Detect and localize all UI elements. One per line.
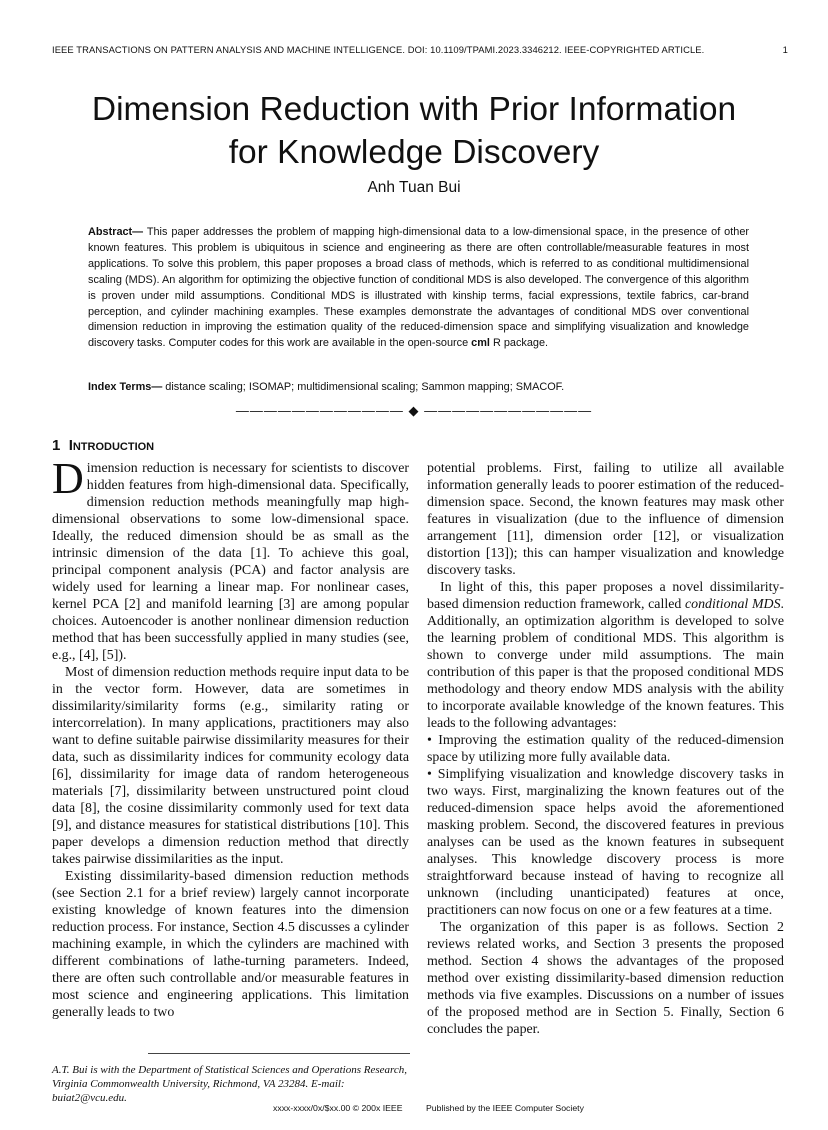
footer-publisher: Published by the IEEE Computer Society — [426, 1103, 584, 1113]
abstract — [88, 225, 749, 352]
section-number: 1 — [52, 437, 61, 454]
left-column — [52, 454, 409, 1021]
paper-title — [0, 88, 828, 174]
running-head-text: IEEE TRANSACTIONS ON PATTERN ANALYSIS AND MACHINE INTELLIGENCE. DOI: 10.1109/TPAMI.2023.3346212. IEEE-COPYRIGHTED ARTICLE. — [52, 44, 705, 55]
intro-paragraph-1-text: imension reduction is necessary for scientists to discover hidden features from high-dimensional data. Specifically, dimension reduction methods meaningfully map high-dimensional observations to some low-dimensional space. Ideally, the reduced dimension should be as small as the intrinsic dimension of the data [1]. To achieve this goal, principal component analysis (PCA) and factor analysis are widely used for learning a linear map. For nonlinear cases, kernel PCA [2] and manifold learning [3] are among popular choices. Autoencoder is another nonlinear dimension reduction method that has been successfully applied in many studies (see, e.g., [4], [5]). — [52, 461, 409, 663]
section-title: Introduction — [68, 437, 155, 454]
drop-cap: D — [52, 454, 84, 503]
author-footnote: A.T. Bui is with the Department of Statistical Sciences and Operations Research, Virginia Commonwealth University, Richmond, VA 23284. E-mail: buiat2@vcu.edu. — [52, 1064, 408, 1104]
abstract-label: Abstract— — [88, 226, 144, 238]
intro-paragraph-3: Existing dissimilarity-based dimension reduction methods (see Section 2.1 for a brief review) largely cannot incorporate existing knowledge of known features into the dimension reduction process. For instance, Section 4.5 discusses a cylinder machining example, in which the cylinders are machined with different combinations of lathe-turning parameters. Indeed, there are often such controllable and/or measurable features in most science and engineering applications. This limitation generally leads to two — [52, 869, 409, 1020]
intro-paragraph-2: Most of dimension reduction methods require input data to be in the vector form. However, data are sometimes in dissimilarity/similarity forms (e.g., similarity rating or intercorrelation). In many applications, practitioners may also want to define suitable pairwise dissimilarity measures for their data, such as dissimilarity indices for community ecology data [6], dissimilarity for image data of random heterogeneous materials [7], dissimilarity between unstructured point cloud data [8], the cosine dissimilarity commonly used for text data [9], and distance measures for statistical distributions [10]. This paper develops a dimension reduction method that directly takes pairwise dissimilarities as the input. — [52, 665, 409, 867]
intro-paragraph-5-text: In light of this, this paper proposes a novel dissimilarity-based dimension reduction framework, called — [427, 580, 784, 612]
intro-paragraph-5-text-end: . Additionally, an optimization algorithm is developed to solve the learning problem of conditional MDS. This algorithm is shown to converge under mild assumptions. The main contribution of this paper is that the proposed conditional MDS methodology and theory endow MDS analysis with the ability to incorporate available knowledge of the known features. This leads to the following advantages: — [427, 597, 785, 731]
index-terms — [88, 380, 749, 396]
index-terms-text: distance scaling; ISOMAP; multidimensional scaling; Sammon mapping; SMACOF. — [162, 381, 565, 393]
advantage-bullet-2: • Simplifying visualization and knowledge discovery tasks in two ways. First, marginalizing the known features out of the reduced-dimension space helps avoid the aforementioned masking problem. Second, the discovered features in previous analyses can be used as the known features in subsequent analyses. This knowledge discovery process is more straightforward because instead of having to recognize all unknown (including unanticipated) features at once, practitioners can now focus on one or a few features at a time. — [427, 767, 784, 918]
abstract-text: This paper addresses the problem of mapping high-dimensional data to a low-dimensional space, in the presence of other known features. This problem is ubiquitous in science and engineering as there are often controllable/measurable features in most applications. To solve this problem, this paper proposes a broad class of methods, which is referred to as conditional multidimensional scaling (MDS). An algorithm for optimizing the objective function of conditional MDS is also developed. The convergence of this algorithm is proven under mild assumptions. Conditional MDS is illustrated with kinship terms, facial expressions, textile fabrics, car-brand perception, and cylinder machining examples. These examples demonstrate the advantages of conditional MDS over conventional dimension reduction in improving the estimation quality of the reduced-dimension space and simplifying visualization and knowledge discovery tasks. Computer codes for this work are available in the open-source — [88, 226, 749, 350]
intro-paragraph-6: The organization of this paper is as follows. Section 2 reviews related works, and Section 3 presents the proposed method. Section 4 shows the advantages of the proposed method over existing dissimilarity-based dimension reduction methods via five examples. Discussions on a number of issues of the proposed method are in Section 5. Finally, Section 6 concludes the paper. — [427, 920, 784, 1037]
paper-title-line-2: for Knowledge Discovery — [228, 134, 600, 171]
author-name: Anh Tuan Bui — [367, 179, 461, 196]
abstract-text-end: R package. — [489, 337, 549, 350]
abstract-package-name: cml — [471, 337, 490, 350]
paper-title-line-1: Dimension Reduction with Prior Information — [91, 91, 737, 128]
method-name: conditional MDS — [685, 597, 781, 612]
right-column — [427, 460, 784, 1038]
running-head — [52, 44, 788, 55]
section-heading — [52, 437, 154, 454]
page-number: 1 — [782, 44, 788, 55]
intro-paragraph-1 — [52, 454, 409, 664]
footer-copyright: xxxx-xxxx/0x/$xx.00 © 200x IEEE — [273, 1103, 403, 1113]
intro-paragraph-4: potential problems. First, failing to utilize all available information generally leads to poorer estimation of the reduced-dimension space. Second, the known features may mask other features in visualization (due to the influence of dimension arrangement [11], dimension order [12], or visualization distortion [13]); this can hamper visualization and knowledge discovery tasks. — [427, 461, 784, 578]
index-terms-label: Index Terms— — [88, 381, 163, 393]
footnote-rule — [148, 1053, 410, 1054]
intro-paragraph-5 — [427, 579, 784, 732]
advantage-bullet-1: • Improving the estimation quality of the reduced-dimension space by utilizing more fully available data. — [427, 733, 784, 765]
section-separator: ———————————— ◆ ———————————— — [235, 403, 593, 418]
